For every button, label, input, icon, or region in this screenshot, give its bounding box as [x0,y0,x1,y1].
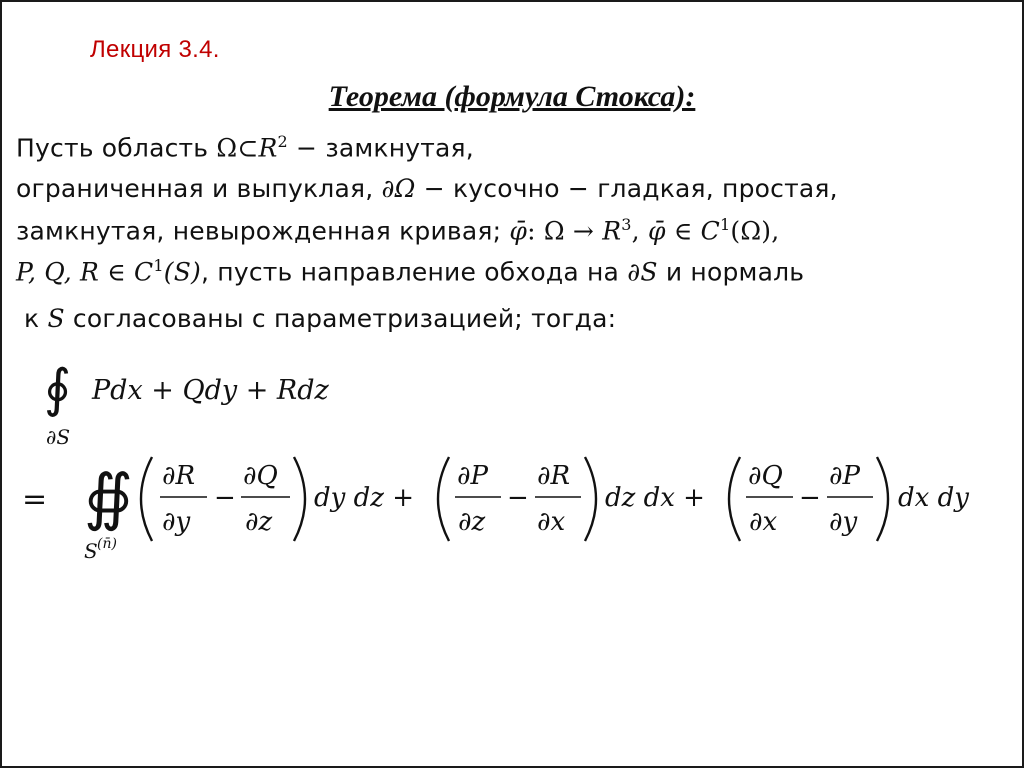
t2-tail: dz dx + [605,483,705,513]
surface-integral-sign: ∯ [84,460,133,533]
superscript: 1 [720,215,731,234]
t2-den-a: ∂z [458,507,486,537]
text: к [24,304,48,333]
t3-tail: dx dy [898,483,969,513]
statement-line-5 [24,304,616,333]
left-paren-2 [438,457,449,541]
equals-sign: = [22,482,48,517]
contour-integral-sign: ∮ [44,359,72,419]
contour-subscript: ∂S [46,425,71,449]
t1-den-a: ∂y [162,507,191,537]
t3-den-b: ∂y [829,507,858,537]
t2-minus: − [507,483,529,513]
element-of: ∈ [99,257,135,287]
lhs-expression: Pdx + Qdy + Rdz [92,375,329,406]
text: согласованы с параметризацией; тогда: [64,304,617,333]
t1-tail: dy dz + [314,483,414,513]
element-of: ∈ [665,216,701,246]
t1-minus: − [214,483,236,513]
t3-num-a: ∂Q [748,461,783,491]
math-C: C [134,257,154,287]
superscript: 3 [621,215,632,234]
text: , пусть направление обхода на [201,257,628,287]
lecture-label: Лекция 3.4. [90,36,220,63]
superscript: 2 [277,132,288,151]
left-paren-1 [141,457,152,541]
surface-arg: (S) [163,257,201,287]
omega-subset: Ω⊂ [216,133,259,163]
boundary-S: ∂S [627,257,658,287]
statement-line-1 [16,132,474,162]
right-paren-3 [877,457,888,541]
surface-subscript-S: S [84,539,98,563]
text: ограниченная и выпуклая, [16,174,382,203]
comma: , [631,216,648,246]
statement-line-4 [16,256,804,286]
t3-minus: − [799,483,821,513]
t1-num-a: ∂R [162,461,196,491]
math-R: R [602,216,622,246]
phi-vector: φ̄ [509,216,528,246]
t2-num-a: ∂P [457,461,488,491]
superscript: 1 [153,256,164,275]
right-paren-2 [585,457,596,541]
t2-den-b: ∂x [537,507,566,537]
mapping: : Ω → [527,216,603,246]
math-R: R [258,133,278,163]
t3-num-b: ∂P [829,461,860,491]
math-C: C [700,216,720,246]
math-S: S [47,304,65,333]
boundary-omega: ∂Ω [381,174,416,203]
statement-line-2 [16,174,838,203]
omega-arg: (Ω), [730,216,780,246]
text: и нормаль [657,257,805,287]
text: − замкнутая, [287,133,474,163]
left-paren-3 [729,457,740,541]
theorem-title: Теорема (формула Стокса): [328,80,696,113]
text: Пусть область [16,133,217,163]
stokes-formula [2,2,1022,766]
functions-PQR: P, Q, R [16,257,100,287]
t1-den-b: ∂z [245,507,273,537]
text: замкнутая, невырожденная кривая; [16,216,510,246]
surface-subscript-normal: (n̄) [97,536,117,552]
statement-line-3 [16,215,779,245]
t3-den-a: ∂x [749,507,778,537]
t1-num-b: ∂Q [243,461,278,491]
right-paren-1 [294,457,305,541]
phi-vector: φ̄ [647,216,666,246]
t2-num-b: ∂R [537,461,571,491]
text: − кусочно − гладкая, простая, [415,174,838,203]
